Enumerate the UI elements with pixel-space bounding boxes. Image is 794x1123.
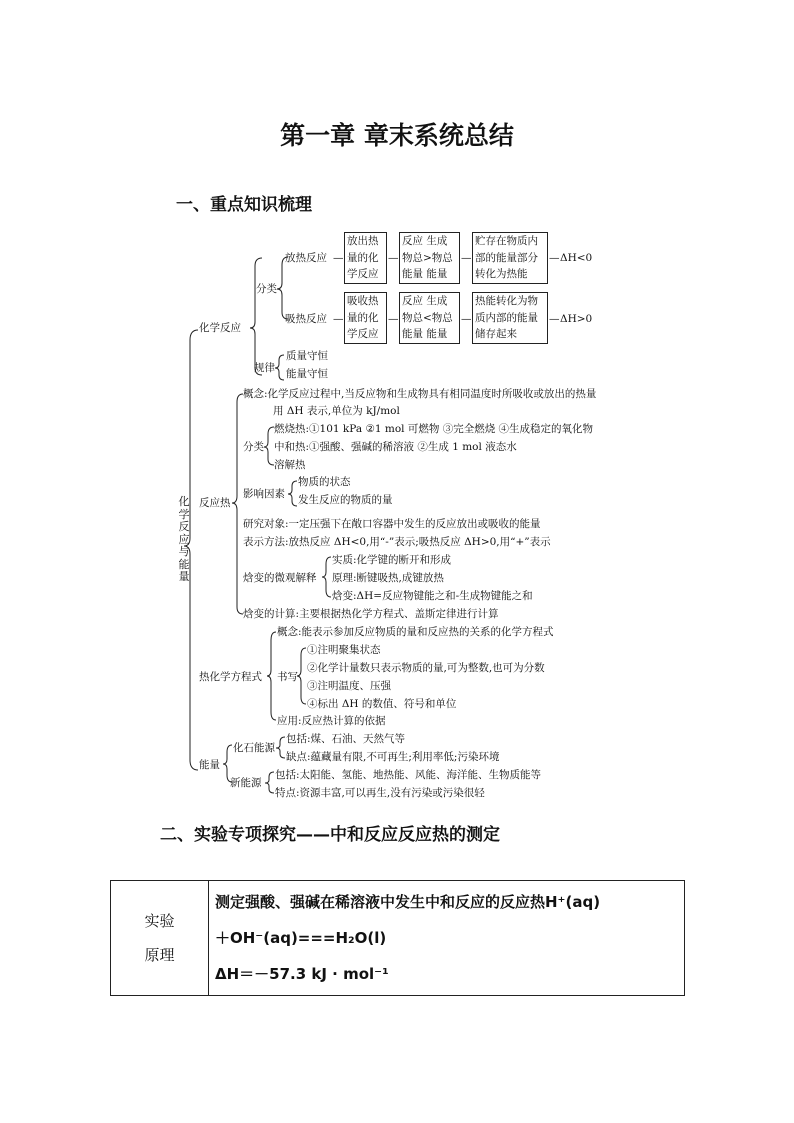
new-energy-item-1: 包括:太阳能、氢能、地热能、风能、海洋能、生物质能等 xyxy=(275,769,542,781)
factors-label: 影响因素 xyxy=(243,488,285,500)
chem-reaction-label: 化学反应 xyxy=(199,322,241,334)
fossil-item-2: 缺点:蕴藏量有限,不可再生;利用率低;污染环境 xyxy=(286,751,500,763)
exo-box-1: 放出热 量的化 学反应 xyxy=(344,232,387,284)
heat-classify-label: 分类 xyxy=(243,441,264,453)
law-item-2: 能量守恒 xyxy=(286,368,328,380)
section-heading-experiment: 二、实验专项探究——中和反应反应热的测定 xyxy=(160,825,500,845)
fossil-brace xyxy=(276,737,285,758)
exo-label: 放热反应 xyxy=(285,252,327,264)
new-energy-label: 新能源 xyxy=(230,777,262,789)
factor-item-1: 物质的状态 xyxy=(298,476,351,488)
micro-item-1: 实质:化学键的断开和形成 xyxy=(332,554,452,566)
micro-item-3: 焓变:ΔH=反应物键能之和-生成物键能之和 xyxy=(332,590,533,602)
dissolution-heat: 溶解热 xyxy=(274,459,306,471)
fossil-label: 化石能源 xyxy=(233,742,275,754)
heat-brace xyxy=(232,394,243,614)
micro-item-2: 原理:断键吸热,成键放热 xyxy=(332,572,444,584)
exo-dh: ΔH<0 xyxy=(560,252,593,264)
heat-concept-line-2: 用 ΔH 表示,单位为 kJ/mol xyxy=(273,405,400,417)
writing-item-4: ④标出 ΔH 的数值、符号和单位 xyxy=(307,698,457,710)
factor-brace xyxy=(288,481,297,506)
section-heading-knowledge: 一、重点知识梳理 xyxy=(176,195,312,215)
law-item-1: 质量守恒 xyxy=(286,350,328,362)
experiment-principle-cell xyxy=(209,881,685,996)
enthalpy-calc: 焓变的计算:主要根据热化学方程式、盖斯定律进行计算 xyxy=(243,608,499,620)
factor-item-2: 发生反应的物质的量 xyxy=(298,494,393,506)
heat-classify-brace xyxy=(264,427,274,465)
exo-box-2: 反应 生成 物总>物总 能量 能量 xyxy=(399,232,460,284)
endo-box-1: 吸收热 量的化 学反应 xyxy=(344,292,387,344)
thermo-eq-label: 热化学方程式 xyxy=(199,671,262,683)
energy-label: 能量 xyxy=(199,759,220,771)
new-energy-item-2: 特点:资源丰富,可以再生,没有污染或污染很轻 xyxy=(275,787,485,799)
fossil-item-1: 包括:煤、石油、天然气等 xyxy=(286,733,406,745)
micro-label: 焓变的微观解释 xyxy=(243,572,317,584)
heat-concept-line-1: 概念:化学反应过程中,当反应物和生成物具有相同温度时所吸收或放出的热量 xyxy=(243,388,597,400)
writing-brace xyxy=(297,648,306,704)
writing-label: 书写 xyxy=(277,671,298,683)
experiment-table xyxy=(110,880,685,996)
experiment-header-cell: 实验 原理 xyxy=(111,881,209,996)
classify-brace xyxy=(277,257,288,319)
heat-label: 反应热 xyxy=(199,497,231,509)
thermo-eq-application: 应用:反应热计算的依据 xyxy=(277,715,386,727)
new-brace xyxy=(265,772,274,793)
endo-dh: ΔH>0 xyxy=(560,313,593,325)
endo-box-3: 热能转化为物 质内部的能量 储存起来 xyxy=(472,292,548,344)
neutralization-heat: 中和热:①强酸、强碱的稀溶液 ②生成 1 mol 液态水 xyxy=(274,441,517,453)
research-object: 研究对象:一定压强下在敞口容器中发生的反应放出或吸收的能量 xyxy=(243,518,541,530)
chem-brace xyxy=(250,258,262,375)
combustion-heat: 燃烧热:①101 kPa ②1 mol 可燃物 ③完全燃烧 ④生成稳定的氧化物 xyxy=(274,423,594,435)
micro-brace xyxy=(322,557,331,597)
writing-item-2: ②化学计量数只表示物质的量,可为整数,也可为分数 xyxy=(307,662,545,674)
classify-label: 分类 xyxy=(256,283,277,295)
writing-item-3: ③注明温度、压强 xyxy=(307,680,391,692)
law-brace xyxy=(275,355,284,380)
endo-label: 吸热反应 xyxy=(285,313,327,325)
law-label: 规律 xyxy=(254,362,275,374)
principle-line-3: ΔH＝－57.3 kJ · mol⁻¹ xyxy=(215,965,389,983)
principle-line-1: 测定强酸、强碱在稀溶液中发生中和反应的反应热H⁺(aq) xyxy=(215,893,601,911)
principle-line-2: ＋OH⁻(aq)===H₂O(l) xyxy=(215,929,387,947)
page-title: 第一章 章末系统总结 xyxy=(280,121,514,150)
root-label: 化学反应与能量 xyxy=(178,495,190,583)
express-method: 表示方法:放热反应 ΔH<0,用“-”表示;吸热反应 ΔH>0,用“+”表示 xyxy=(243,536,551,548)
writing-item-1: ①注明聚集状态 xyxy=(307,644,381,656)
thermo-brace xyxy=(267,632,276,720)
endo-box-2: 反应 生成 物总<物总 能量 能量 xyxy=(399,292,460,344)
thermo-eq-concept: 概念:能表示参加反应物质的量和反应热的关系的化学方程式 xyxy=(277,626,554,638)
exo-box-3: 贮存在物质内 部的能量部分 转化为热能 xyxy=(472,232,548,284)
